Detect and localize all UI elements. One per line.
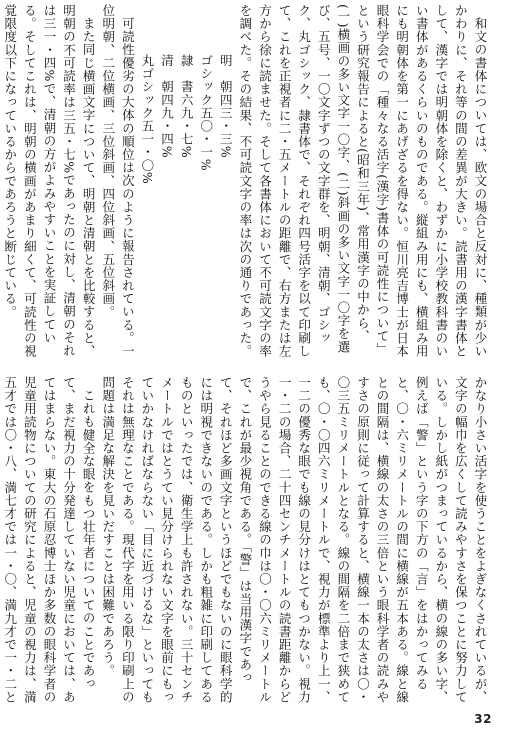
upper-text-block [2,4,490,359]
ratio-font: 隷 書 [179,54,195,94]
ratio-value: 四九・四% [159,93,175,159]
lower-text-block [2,376,490,706]
ratio-font: 明 朝 [218,54,234,94]
lower-paragraph: これも健全な眼をもつ壮年者についてのことであって、まだ視力の十分発達していない児童においては、あてはまらない。東大の石原忍博士ほか多数の眼科学者の児童用読物についての研究によると、児童の視力は、満五才では〇・八、満七才では一・〇、満九才で一・二と [2,376,97,704]
upper-paragraph: 和文の書体については、欧文の場合と反対に、種類が少いかわりに、それ等の間の差異が大きい。読書用の漢字書体として、漢字では明朝体を除くと、わずかに小学校教科書のいい書体があるくらいのものである。縦組み用にも、横組み用にも明朝体を第一にあげざるを得ない。恒川亮吉博士が日本眼科学会での「種々なる活字(漢字)書体の可読性について」という研究報告によると(昭和三年)、常用漢字の中から、(一)横画の多い文字一〇字、(二)斜画の多い文字一〇字を選び、五号、一〇文字ずつの文字群を、明朝、清朝、ゴシック、丸ゴシック、隷書体で、それぞれ四号活字を以て印刷して、これを正視者に二・五メートルの距離で、右方または左方から徐に読ませた。そして各書体において不可読文字の率を調べた。その結果、不可読文字の率は次の通りであった。 [237,4,488,358]
upper-paragraph: また同じ横画文字について、明朝と清朝とを比較すると、明朝の不可読率は三五・七%であったのに対し、清朝のそれは三一・四%で、清朝の方がよみやすいことを実証している。そしてこれは、明朝の横画があまり細くて、可読性の視覚限度以下になっているからであろうと断じている。 [2,4,97,358]
ratio-value: 六九・七% [179,93,195,159]
page-number: 32 [474,712,492,726]
ratio-font: 丸ゴシック [139,54,155,120]
ratio-row [157,4,177,359]
ratio-value: 五〇・一% [198,106,214,172]
ratio-row [216,4,236,359]
ratio-row [177,4,197,359]
illegibility-ratio-table [137,4,235,359]
ratio-value: 四三・三% [218,93,234,159]
ratio-row [196,4,216,359]
ratio-font: 清 朝 [159,54,175,94]
lower-paragraph: かなり小さい活字を使うことをよぎなくされているが、文字の幅巾を広くして読みやすさを保つことに努力している。しかし紙がつまっているから、横の線の多い字、例えば「警」という字の下方の「言」をはかってみると、〇・六ミリメートルの間に横線が五本ある。線と線との間隔は、横線の太さの三倍という眼科学者の読みやすさの原則に従って計算すると、横線一本の太さは〇・〇三五ミリメートルとなる。線の間隔を二倍まで狭めても、〇・〇四六ミリメートルで、視力が標準より上一、一二の優秀な眼でも線の見分けはとてもつかない。視力一・二の場合、二十四センチメートルの読書距離からどうやら見ることのできる線の巾は〇・〇六ミリメートルで、これが最少視角である。「警」は当用漢字であって、それほど多画文字というほどでもないのに眼科学的には明視できないのである。しかも粗雑に印刷してあるものといったでは、衛生学上も許されない。三十センチメートルではとうてい見分けられない文字を眼前にもっていかなければならない「目に近づけるな」といってもそれは無理なことである。現代字を用いる限り印刷上の問題は満足な解決を見いだすことは困難であろう。 [100,376,488,704]
ratio-font: ゴシック [198,54,214,107]
upper-paragraph: 可読性優劣の大体の順位は次のように報告されている。一位明朝、二位横画、三位斜画、四位斜画、五位斜画。 [100,4,136,358]
ratio-value: 五一・〇% [139,119,155,185]
ratio-row [137,4,157,359]
